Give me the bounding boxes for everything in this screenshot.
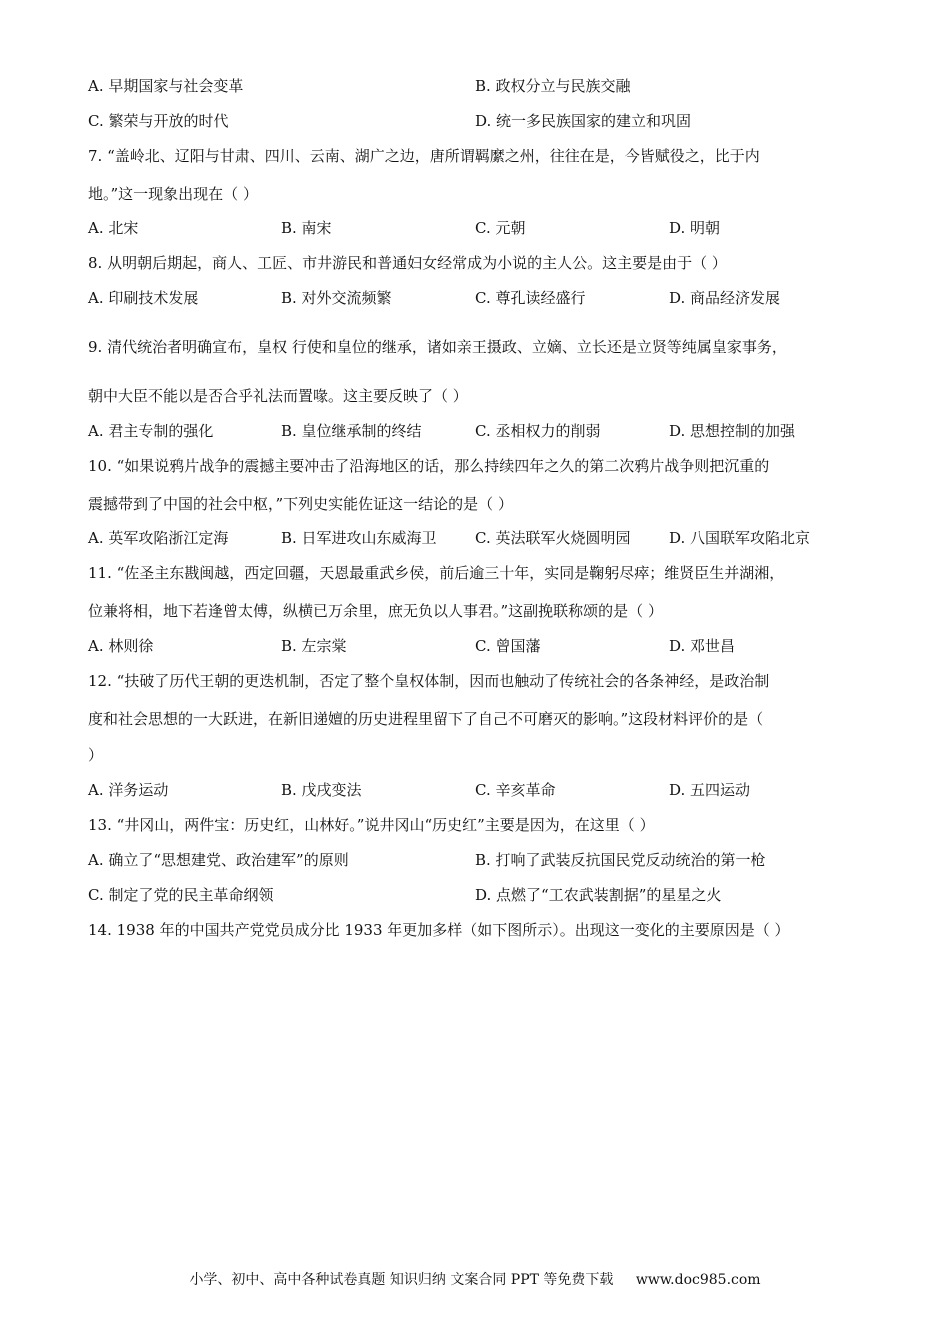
- q7-option-c: C. 元朝: [475, 219, 526, 237]
- q6-option-b: B. 政权分立与民族交融: [475, 77, 631, 95]
- q11-stem-line2: 位兼将相，地下若逢曾太傅，纵横已万余里，庶无负以人事君。”这副挽联称颂的是（ ）: [88, 602, 663, 620]
- q12-stem-line3: ）: [88, 746, 104, 764]
- q10-stem-line1: 10. “如果说鸦片战争的震撼主要冲击了沿海地区的话，那么持续四年之久的第二次鸦片战争则把沉重的: [88, 457, 770, 475]
- q10-option-b: B. 日军进攻山东威海卫: [281, 529, 437, 547]
- page-footer: [0, 1270, 950, 1290]
- q9-option-d: D. 思想控制的加强: [669, 422, 796, 440]
- q10-option-a: A. 英军攻陷浙江定海: [88, 529, 229, 547]
- q11-option-d: D. 邓世昌: [669, 637, 736, 655]
- q9-stem-line1: 9. 清代统治者明确宣布，皇权 行使和皇位的继承，诸如亲王摄政、立嫡、立长还是立贤等纯属皇家事务，: [88, 338, 787, 356]
- q12-option-b: B. 戊戌变法: [281, 781, 362, 799]
- q6-option-c: C. 繁荣与开放的时代: [88, 112, 229, 130]
- q12-option-d: D. 五四运动: [669, 781, 751, 799]
- footer-url-link[interactable]: www.doc985.com: [635, 1272, 761, 1288]
- q11-option-b: B. 左宗棠: [281, 637, 347, 655]
- q12-option-c: C. 辛亥革命: [475, 781, 556, 799]
- q14-stem-line1: 14. 1938 年的中国共产党党员成分比 1933 年更加多样（如下图所示）。出现这一变化的主要原因是（ ）: [88, 921, 790, 939]
- q7-option-b: B. 南宋: [281, 219, 332, 237]
- q11-option-a: A. 林则徐: [88, 637, 154, 655]
- q8-option-a: A. 印刷技术发展: [88, 289, 199, 307]
- q7-stem-line2: 地。”这一现象出现在（ ）: [88, 185, 258, 203]
- q8-option-b: B. 对外交流频繁: [281, 289, 392, 307]
- q13-option-d: D. 点燃了“工农武装割据”的星星之火: [475, 886, 722, 904]
- q9-option-c: C. 丞相权力的削弱: [475, 422, 601, 440]
- q8-stem-line1: 8. 从明朝后期起，商人、工匠、市井游民和普通妇女经常成为小说的主人公。这主要是由于（ ）: [88, 254, 727, 272]
- q13-option-b: B. 打响了武装反抗国民党反动统治的第一枪: [475, 851, 766, 869]
- footer-text: 小学、初中、高中各种试卷真题 知识归纳 文案合同 PPT 等免费下载: [189, 1272, 614, 1288]
- q12-stem-line1: 12. “扶破了历代王朝的更迭机制，否定了整个皇权体制，因而也触动了传统社会的各条神经，是政治制: [88, 672, 770, 690]
- q12-stem-line2: 度和社会思想的一大跃进，在新旧递嬗的历史进程里留下了自己不可磨灭的影响。”这段材料评价的是（: [88, 710, 764, 728]
- q9-stem-line2: 朝中大臣不能以是否合乎礼法而置喙。这主要反映了（ ）: [88, 387, 468, 405]
- q11-option-c: C. 曾国藩: [475, 637, 541, 655]
- q10-option-d: D. 八国联军攻陷北京: [669, 529, 811, 547]
- q13-option-a: A. 确立了“思想建党、政治建军”的原则: [88, 851, 349, 869]
- q8-option-c: C. 尊孔读经盛行: [475, 289, 586, 307]
- q13-stem-line1: 13. “井冈山，两件宝：历史红，山林好。”说井冈山“历史红”主要是因为，在这里（ ）: [88, 816, 655, 834]
- q10-stem-line2: 震撼带到了中国的社会中枢，”下列史实能佐证这一结论的是（ ）: [88, 495, 513, 513]
- q13-option-c: C. 制定了党的民主革命纲领: [88, 886, 274, 904]
- q12-option-a: A. 洋务运动: [88, 781, 169, 799]
- q7-option-d: D. 明朝: [669, 219, 721, 237]
- q6-option-a: A. 早期国家与社会变革: [88, 77, 244, 95]
- q7-stem-line1: 7. “盖岭北、辽阳与甘肃、四川、云南、湖广之边，唐所谓羁縻之州，往往在是，今皆赋役之，比于内: [88, 147, 760, 165]
- q8-option-d: D. 商品经济发展: [669, 289, 781, 307]
- q9-option-b: B. 皇位继承制的终结: [281, 422, 422, 440]
- q11-stem-line1: 11. “佐圣主东戡闽越，西定回疆，天恩最重武乡侯，前后逾三十年，实同是鞠躬尽瘁；维贤臣生并湖湘，: [88, 564, 785, 582]
- q6-option-d: D. 统一多民族国家的建立和巩固: [475, 112, 692, 130]
- q7-option-a: A. 北宋: [88, 219, 139, 237]
- q9-option-a: A. 君主专制的强化: [88, 422, 214, 440]
- q10-option-c: C. 英法联军火烧圆明园: [475, 529, 631, 547]
